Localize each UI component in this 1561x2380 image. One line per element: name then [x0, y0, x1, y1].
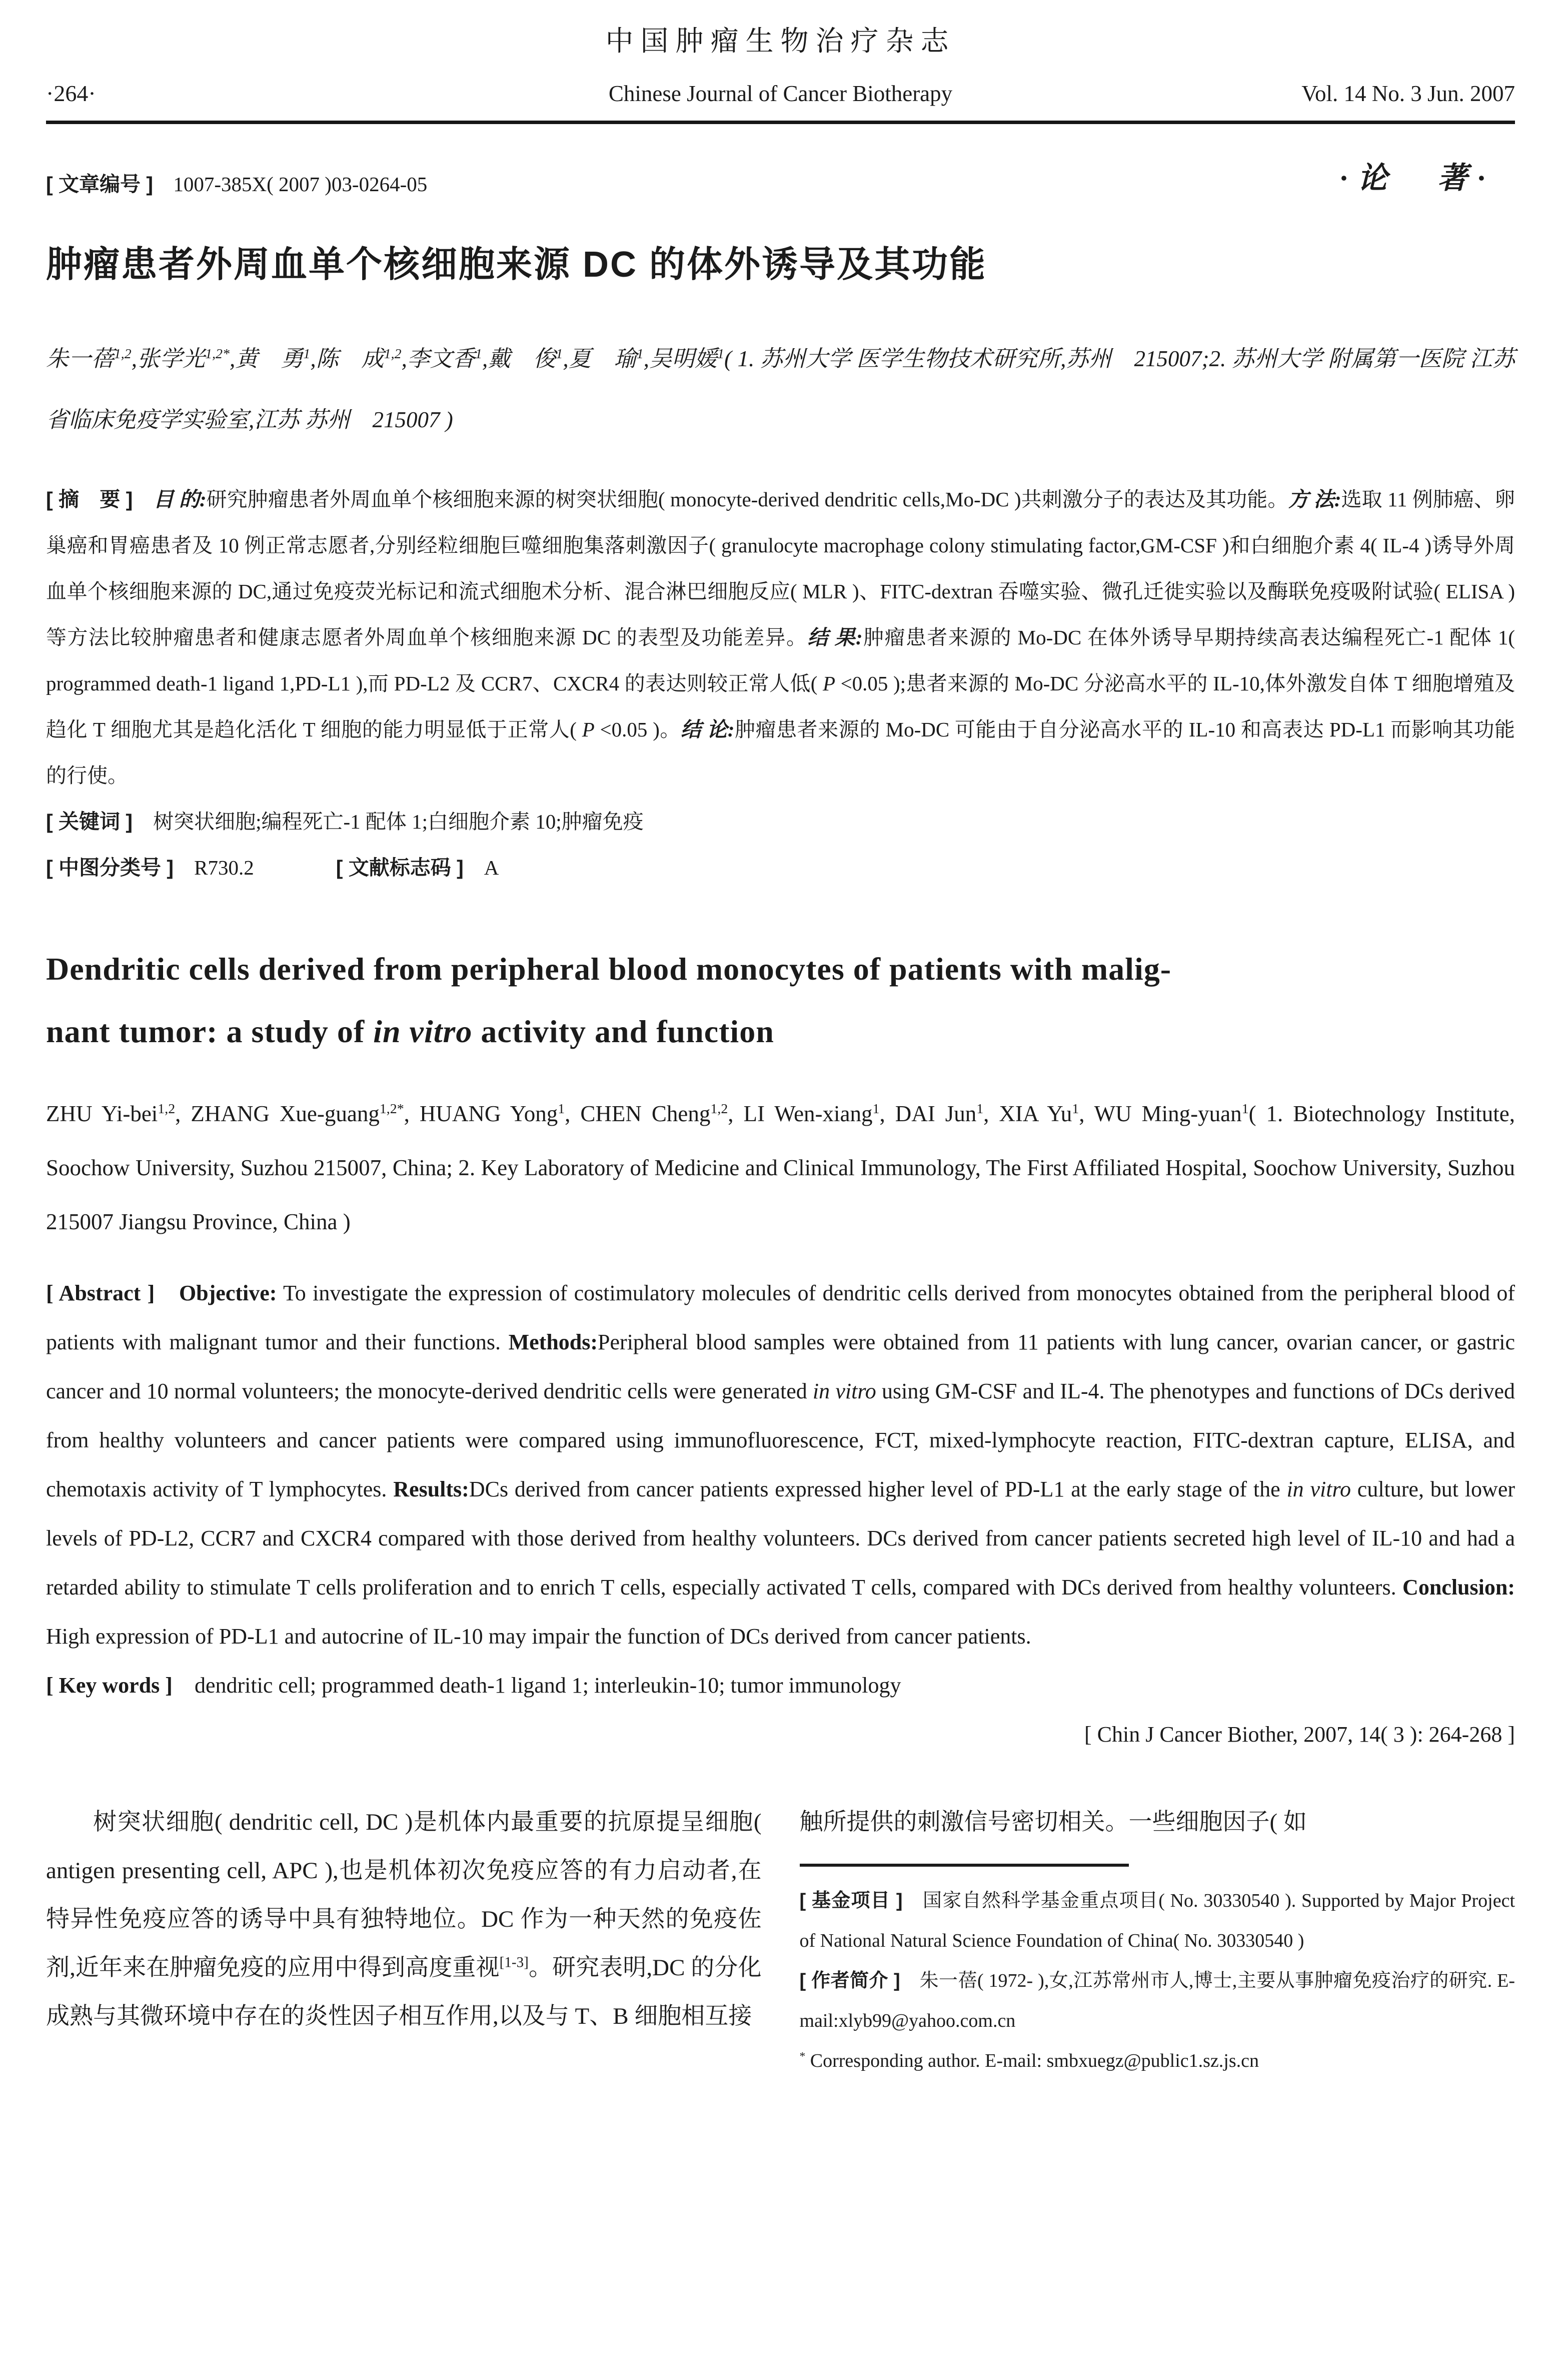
body-paragraph-left: 树突状细胞( dendritic cell, DC )是机体内最重要的抗原提呈细胞( antigen presenting cell, APC ),也是机体初次免疫应答的有力启动者,在特异性免疫应答的诱导中具有独特地位。DC 作为一种天然的免疫佐剂,近年来在肿瘤免疫的应用中得到高度重视[1-3]。研究表明,DC 的分化成熟与其微环境中存在的炎性因子相互作用,以及与 T、B 细胞相互接 [46, 1809, 762, 2030]
body-paragraph-right: 触所提供的刺激信号密切相关。一些细胞因子( 如 [799, 1809, 1307, 1836]
citation-line: [ Chin J Cancer Biother, 2007, 14( 3 ): 264-268 ] [1084, 1722, 1515, 1747]
footnote-separator [800, 1864, 1129, 1867]
authors-en: ZHU Yi-bei$^{1,2}$, ZHANG Xue-guang$^{1,2*}$, HUANG Yong$^1$, CHEN Cheng$^{1,2}$, LI Wen-xiang$^1$, DAI Jun$^1$, XIA Yu$^1$, WU Ming-yuan$^1$( 1. Biotechnology Institute, Soochow University, Suzhou 215007, China; 2. Key Laboratory of Medicine and Clinical Immunology, The First Affiliated Hospital, Soochow University, Suzhou 215007 Jiangsu Province, China ) [46, 1101, 1515, 1235]
article-number-label: [ 文章编号 ] [46, 173, 154, 196]
keywords-en: [ Key words ] dendritic cell; programmed death-1 ligand 1; interleukin-10; tumor immunology [46, 1673, 901, 1698]
article-number [46, 168, 427, 197]
page-number: ·264· [46, 81, 96, 106]
header-rule [46, 121, 1515, 124]
abstract-en: [ Abstract ] Objective: To investigate the expression of costimulatory molecules of dendritic cells derived from monocytes obtained from the peripheral blood of patients with malignant tumor and their functions. Methods:Peripheral blood samples were obtained from 11 patients with lung cancer, ovarian cancer, or gastric cancer and 10 normal volunteers; the monocyte-derived dendritic cells were generated in vitro using GM-CSF and IL-4. The phenotypes and functions of DCs derived from healthy volunteers and cancer patients were compared using immunofluorescence, FCT, mixed-lymphocyte reaction, FITC-dextran capture, ELISA, and chemotaxis activity of T lymphocytes. Results:DCs derived from cancer patients expressed higher level of PD-L1 at the early stage of the in vitro culture, but lower levels of PD-L2, CCR7 and CXCR4 compared with those derived from healthy volunteers. DCs derived from cancer patients secreted high level of IL-10 and had a retarded ability to stimulate T cells proliferation and to enrich T cells, especially activated T cells, compared with DCs derived from healthy volunteers. Conclusion: High expression of PD-L1 and autocrine of IL-10 may impair the function of DCs derived from cancer patients. [46, 1281, 1515, 1649]
body-columns [46, 1798, 1515, 2081]
abstract-zh: [ 摘 要 ] 目 的:研究肿瘤患者外周血单个核细胞来源的树突状细胞( monocyte-derived dendritic cells,Mo-DC )共刺激分子的表达及其功能。方 法:选取 11 例肺癌、卵巢癌和胃癌患者及 10 例正常志愿者,分别经粒细胞巨噬细胞集落刺激因子( granulocyte macrophage colony stimulating factor,GM-CSF )和白细胞介素 4( IL-4 )诱导外周血单个核细胞来源的 DC,通过免疫荧光标记和流式细胞术分析、混合淋巴细胞反应( MLR )、FITC-dextran 吞噬实验、微孔迁徙实验以及酶联免疫吸附试验( ELISA )等方法比较肿瘤患者和健康志愿者外周血单个核细胞来源 DC 的表型及功能差异。结 果:肿瘤患者来源的 Mo-DC 在体外诱导早期持续高表达编程死亡-1 配体 1( programmed death-1 ligand 1,PD-L1 ),而 PD-L2 及 CCR7、CXCR4 的表达则较正常人低( P <0.05 );患者来源的 Mo-DC 分泌高水平的 IL-10,体外激发自体 T 细胞增殖及趋化 T 细胞尤其是趋化活化 T 细胞的能力明显低于正常人( P <0.05 )。结 论:肿瘤患者来源的 Mo-DC 可能由于自分泌高水平的 IL-10 和高表达 PD-L1 而影响其功能的行使。 [46, 488, 1515, 787]
meta-row [46, 154, 1515, 197]
footnote-author-bio: [ 作者简介 ] 朱一蓓( 1972- ),女,江苏常州市人,博士,主要从事肿瘤免疫治疗的研究. E-mail:xlyb99@yahoo.com.cn [799, 1970, 1515, 2032]
footnote-corresponding-author: * Corresponding author. E-mail: smbxuegz@public1.sz.js.cn [799, 2050, 1259, 2072]
keywords-zh: [ 关键词 ] 树突状细胞;编程死亡-1 配体 1;白细胞介素 10;肿瘤免疫 [46, 810, 644, 834]
category-tag: ·论 著· [1340, 162, 1495, 195]
right-column [800, 1798, 1515, 2081]
journal-title-zh: 中国肿瘤生物治疗杂志 [605, 26, 956, 57]
journal-header-row [46, 80, 1515, 107]
left-column [46, 1798, 762, 2081]
issue-info: Vol. 14 No. 3 Jun. 2007 [1301, 81, 1515, 106]
article-number-value: 1007-385X( 2007 )03-0264-05 [173, 173, 428, 196]
clc-line: [ 中图分类号 ] R730.2 [ 文献标志码 ] A [46, 856, 499, 880]
footnote-fund: [ 基金项目 ] 国家自然科学基金重点项目( No. 30330540 ). Supported by Major Project of National Natural Science Foundation of China( No. 30330540 ) [799, 1890, 1515, 1952]
article-title-en: Dendritic cells derived from peripheral blood monocytes of patients with malig- nant tumor: a study of in vitro activity and function [46, 951, 1172, 1050]
journal-title-en: Chinese Journal of Cancer Biotherapy [608, 81, 953, 106]
authors-zh: 朱一蓓$^{1,2}$,张学光$^{1,2*}$,黄 勇$^1$,陈 成$^{1,2}$,李文香$^1$,戴 俊$^1$,夏 瑜$^1$,吴明媛$^1$( 1. 苏州大学 医学生物技术研究所,苏州 215007;2. 苏州大学 附属第一医院 江苏省临床免疫学实验室,江苏 苏州 215007 ) [46, 346, 1515, 433]
article-title-zh: 肿瘤患者外周血单个核细胞来源 DC 的体外诱导及其功能 [46, 245, 987, 285]
